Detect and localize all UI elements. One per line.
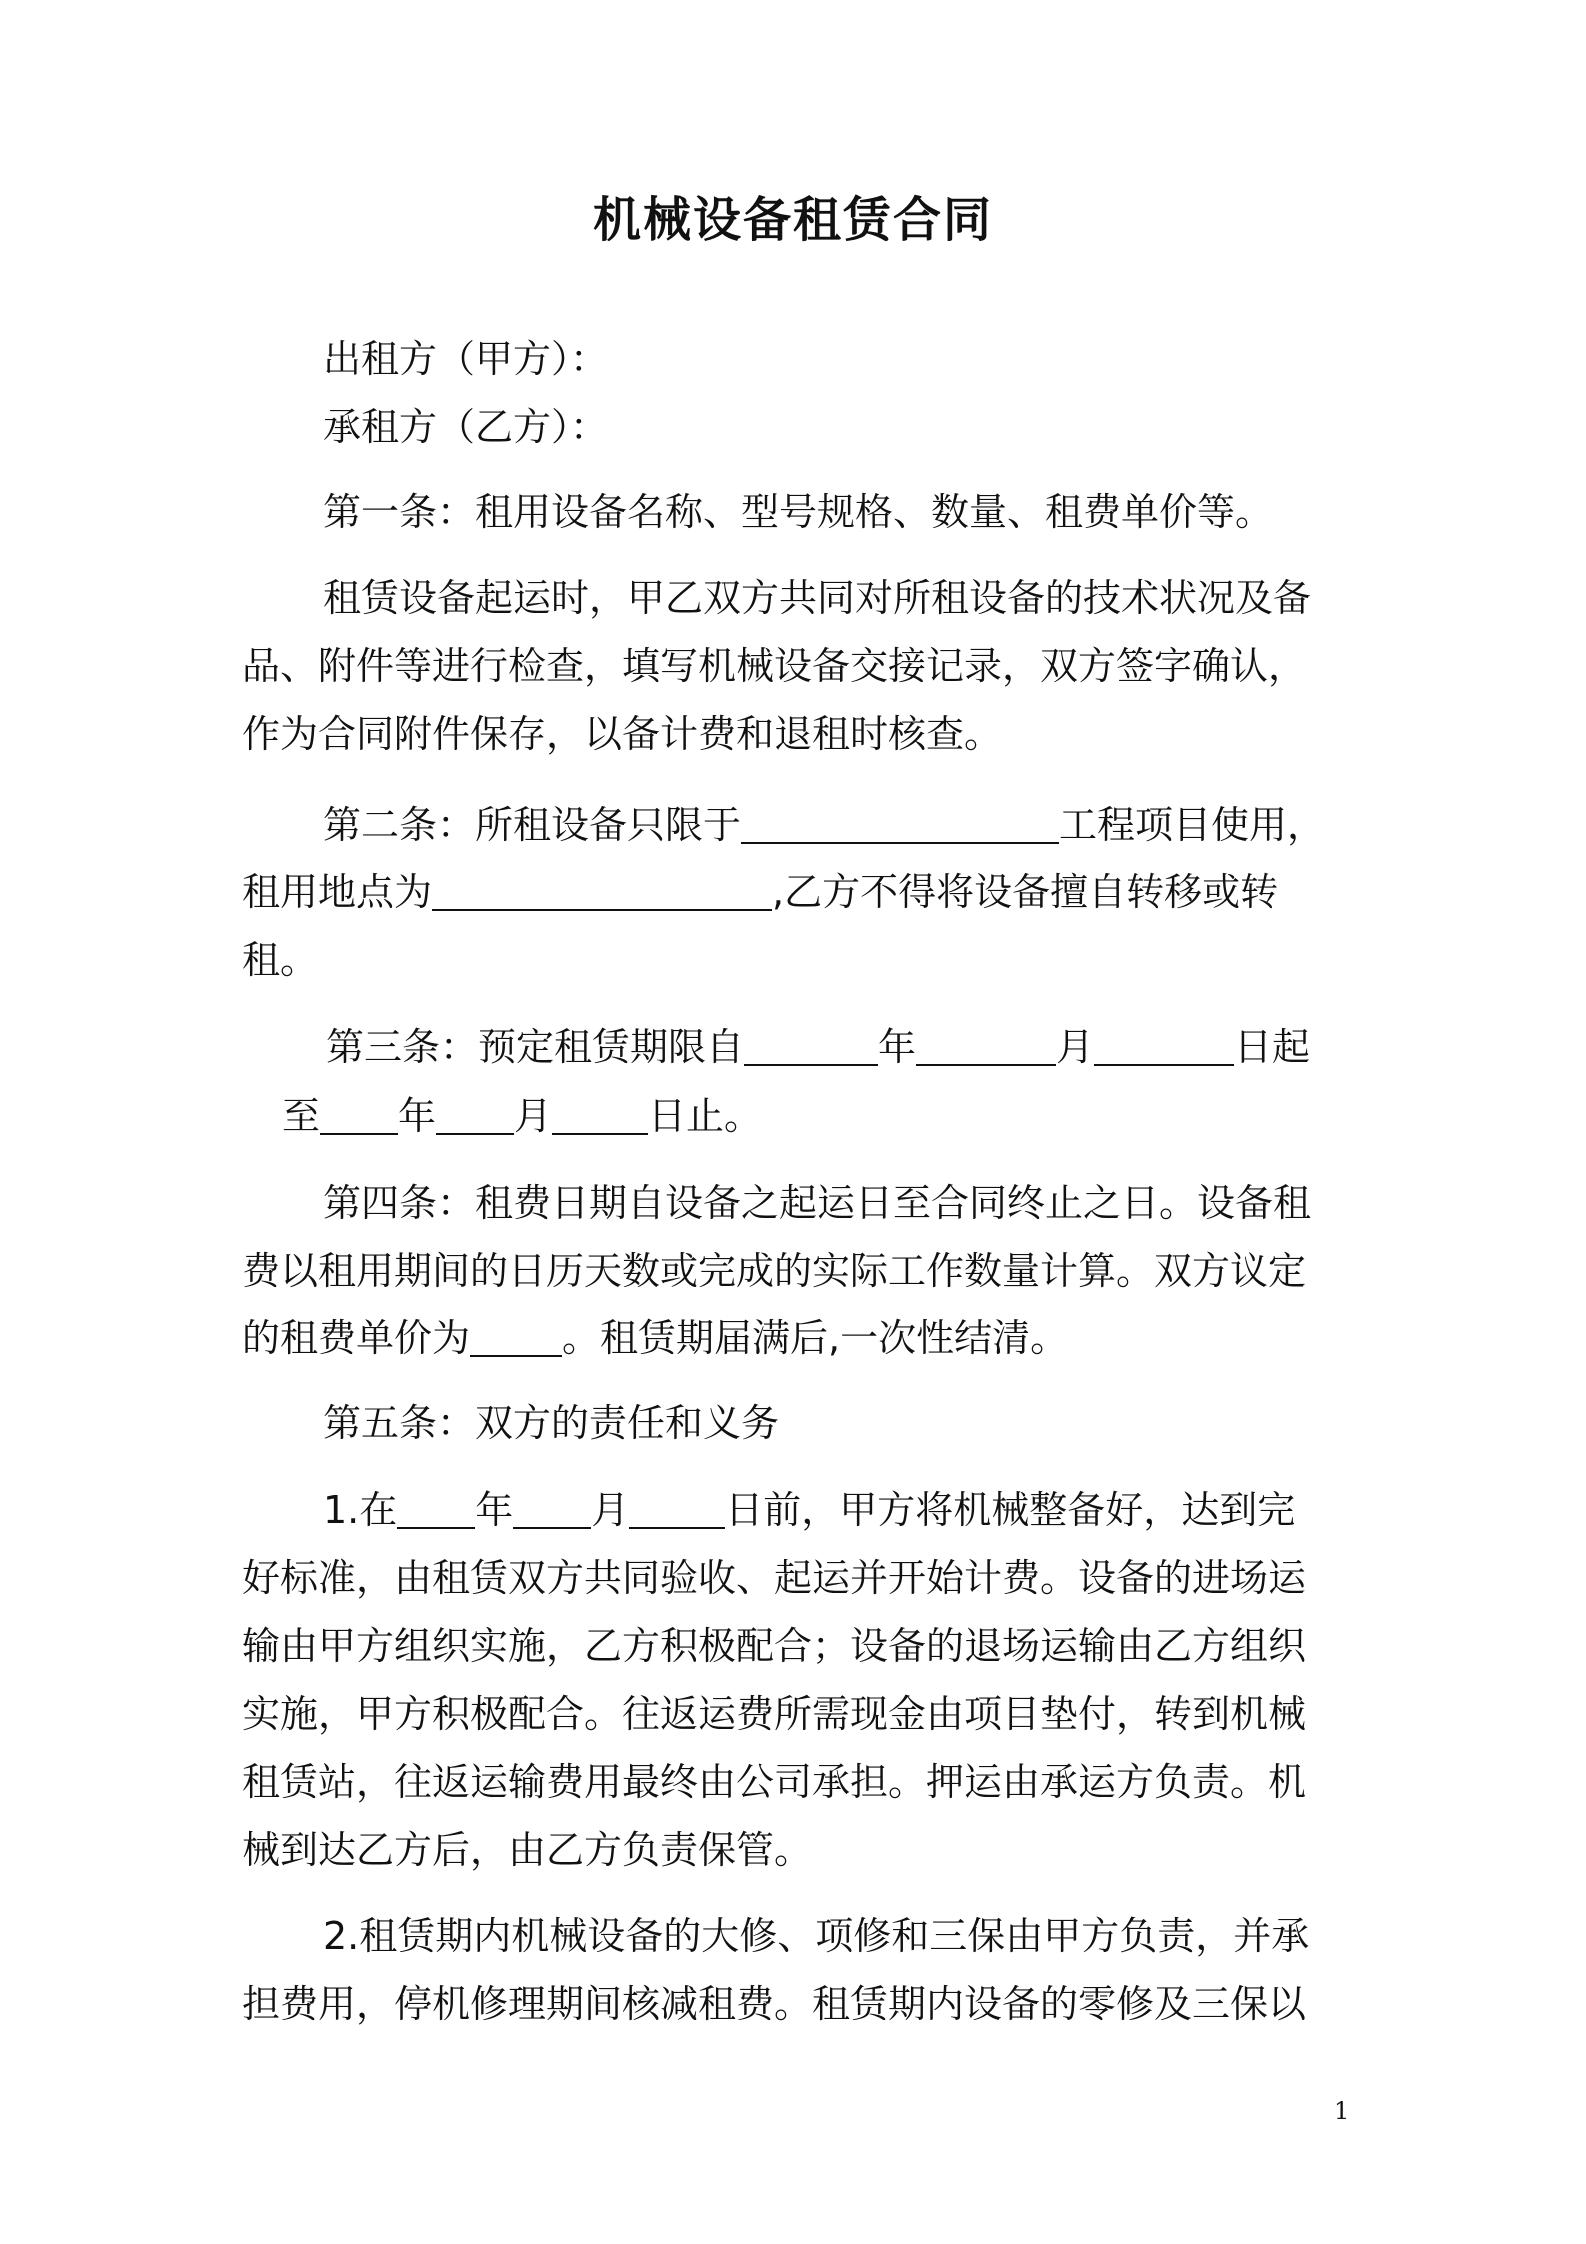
article5-text: 1.在 — [323, 1488, 398, 1532]
document-title: 机械设备租赁合同 — [592, 192, 993, 248]
article5-item1-line: 械到达乙方后，由乙方负责保管。 — [242, 1828, 813, 1872]
article3-text: 第三条：预定租赁期限自 — [326, 1025, 745, 1069]
article2-line: 租。 — [242, 938, 319, 982]
start-day-blank[interactable] — [1094, 1026, 1234, 1066]
month-label: 月 — [1056, 1025, 1095, 1069]
end-day-blank[interactable] — [552, 1095, 648, 1135]
article5-item2-line: 担费用，停机修理期间核减租费。租赁期内设备的零修及三保以 — [242, 1982, 1307, 2026]
article4-text: 。租赁期届满后,一次性结清。 — [562, 1316, 1069, 1360]
article5-heading: 第五条：双方的责任和义务 — [323, 1401, 780, 1445]
lessor-line: 出租方（甲方）： — [323, 337, 609, 381]
article4-line: 费以租用期间的日历天数或完成的实际工作数量计算。双方议定 — [242, 1249, 1307, 1293]
article5-item2-line: 2.租赁期内机械设备的大修、项修和三保由甲方负责，并承 — [323, 1914, 1310, 1958]
prep-month-blank[interactable] — [513, 1489, 591, 1529]
article3-text: 至 — [282, 1094, 321, 1138]
article3-text: 日止。 — [648, 1094, 763, 1138]
article1-line: 租赁设备起运时，甲乙双方共同对所租设备的技术状况及备 — [323, 576, 1312, 620]
start-month-blank[interactable] — [916, 1026, 1056, 1066]
article3-line — [282, 1090, 1362, 1142]
article3-line — [326, 1021, 1366, 1073]
end-month-blank[interactable] — [436, 1095, 514, 1135]
article2-text: 工程项目使用， — [1059, 803, 1326, 847]
article5-item1-line: 实施，甲方积极配合。往返运费所需现金由项目垫付，转到机械 — [242, 1692, 1307, 1736]
article4-line — [242, 1312, 1362, 1364]
unit-price-blank[interactable] — [470, 1317, 562, 1357]
article4-text: 的租费单价为 — [242, 1316, 471, 1360]
article2-line — [323, 799, 1363, 851]
rental-location-blank[interactable] — [432, 871, 772, 911]
article5-item1-line: 输由甲方组织实施，乙方积极配合；设备的退场运输由乙方组织 — [242, 1624, 1307, 1668]
article3-text: 日起 — [1234, 1025, 1311, 1069]
year-label: 年 — [398, 1094, 437, 1138]
month-label: 月 — [591, 1488, 630, 1532]
article2-text: ,乙方不得将设备擅自转移或转 — [772, 870, 1279, 914]
article5-item1-line: 租赁站，往返运输费用最终由公司承担。押运由承运方负责。机 — [242, 1760, 1307, 1804]
month-label: 月 — [514, 1094, 553, 1138]
year-label: 年 — [475, 1488, 514, 1532]
article2-text: 租用地点为 — [242, 870, 433, 914]
prep-year-blank[interactable] — [397, 1489, 475, 1529]
article2-line — [242, 866, 1362, 918]
article1-line: 作为合同附件保存，以备计费和退租时核查。 — [242, 712, 1003, 756]
page-number: 1 — [1334, 2097, 1350, 2125]
start-year-blank[interactable] — [744, 1026, 878, 1066]
article5-item1-line — [323, 1484, 1363, 1536]
article5-item1-line: 好标准，由租赁双方共同验收、起运并开始计费。设备的进场运 — [242, 1556, 1307, 1600]
project-name-blank[interactable] — [741, 804, 1059, 844]
end-year-blank[interactable] — [320, 1095, 398, 1135]
prep-day-blank[interactable] — [629, 1489, 725, 1529]
article2-text: 第二条：所租设备只限于 — [323, 803, 742, 847]
article5-text: 日前，甲方将机械整备好，达到完 — [725, 1488, 1296, 1532]
article1-heading: 第一条：租用设备名称、型号规格、数量、租费单价等。 — [323, 490, 1274, 534]
article4-line: 第四条：租费日期自设备之起运日至合同终止之日。设备租 — [323, 1181, 1312, 1225]
year-label: 年 — [878, 1025, 917, 1069]
article1-line: 品、附件等进行检查，填写机械设备交接记录，双方签字确认， — [242, 644, 1307, 688]
lessee-line: 承租方（乙方）： — [323, 405, 609, 449]
